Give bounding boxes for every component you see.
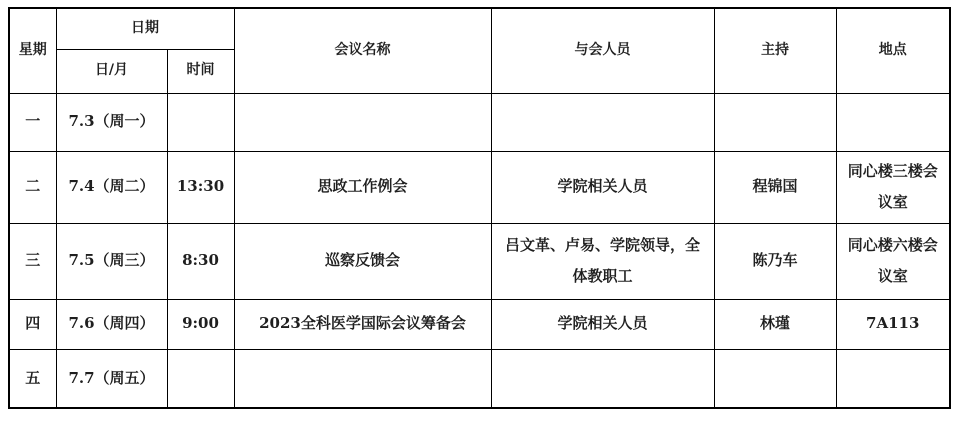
col-header-time: 时间 [167, 49, 234, 93]
cell-attendees: 学院相关人员 [491, 299, 714, 349]
cell-day-month: 7.6（周四） [56, 299, 167, 349]
cell-meeting-name: 巡察反馈会 [234, 223, 491, 299]
header-row-top [9, 8, 950, 49]
table-row [9, 93, 950, 151]
cell-weekday: 三 [9, 223, 56, 299]
cell-attendees: 学院相关人员 [491, 151, 714, 223]
col-header-location: 地点 [836, 8, 950, 93]
cell-time: 8:30 [167, 223, 234, 299]
cell-weekday: 一 [9, 93, 56, 151]
table-row [9, 299, 950, 349]
cell-day-month: 7.5（周三） [56, 223, 167, 299]
cell-location [836, 349, 950, 408]
cell-host [714, 93, 836, 151]
cell-weekday: 五 [9, 349, 56, 408]
cell-host [714, 349, 836, 408]
cell-day-month: 7.7（周五） [56, 349, 167, 408]
cell-location [836, 93, 950, 151]
cell-location: 同心楼六楼会议室 [836, 223, 950, 299]
cell-meeting-name [234, 349, 491, 408]
col-header-meeting-name: 会议名称 [234, 8, 491, 93]
cell-host: 林瑾 [714, 299, 836, 349]
cell-day-month: 7.3（周一） [56, 93, 167, 151]
cell-host: 陈乃车 [714, 223, 836, 299]
cell-attendees: 吕文革、卢易、学院领导，全体教职工 [491, 223, 714, 299]
col-header-weekday: 星期 [9, 8, 56, 93]
table-row [9, 151, 950, 223]
cell-weekday: 四 [9, 299, 56, 349]
weekly-meeting-schedule-table [8, 7, 951, 409]
col-header-day-month: 日/月 [56, 49, 167, 93]
cell-time: 13:30 [167, 151, 234, 223]
cell-meeting-name: 思政工作例会 [234, 151, 491, 223]
table-row [9, 349, 950, 408]
cell-time [167, 349, 234, 408]
col-header-date-group: 日期 [56, 8, 234, 49]
cell-weekday: 二 [9, 151, 56, 223]
col-header-attendees: 与会人员 [491, 8, 714, 93]
cell-location: 7A113 [836, 299, 950, 349]
cell-meeting-name [234, 93, 491, 151]
cell-attendees [491, 93, 714, 151]
cell-location: 同心楼三楼会议室 [836, 151, 950, 223]
cell-time [167, 93, 234, 151]
cell-host: 程锦国 [714, 151, 836, 223]
col-header-host: 主持 [714, 8, 836, 93]
cell-day-month: 7.4（周二） [56, 151, 167, 223]
table-row [9, 223, 950, 299]
cell-attendees [491, 349, 714, 408]
cell-time: 9:00 [167, 299, 234, 349]
cell-meeting-name: 2023全科医学国际会议筹备会 [234, 299, 491, 349]
